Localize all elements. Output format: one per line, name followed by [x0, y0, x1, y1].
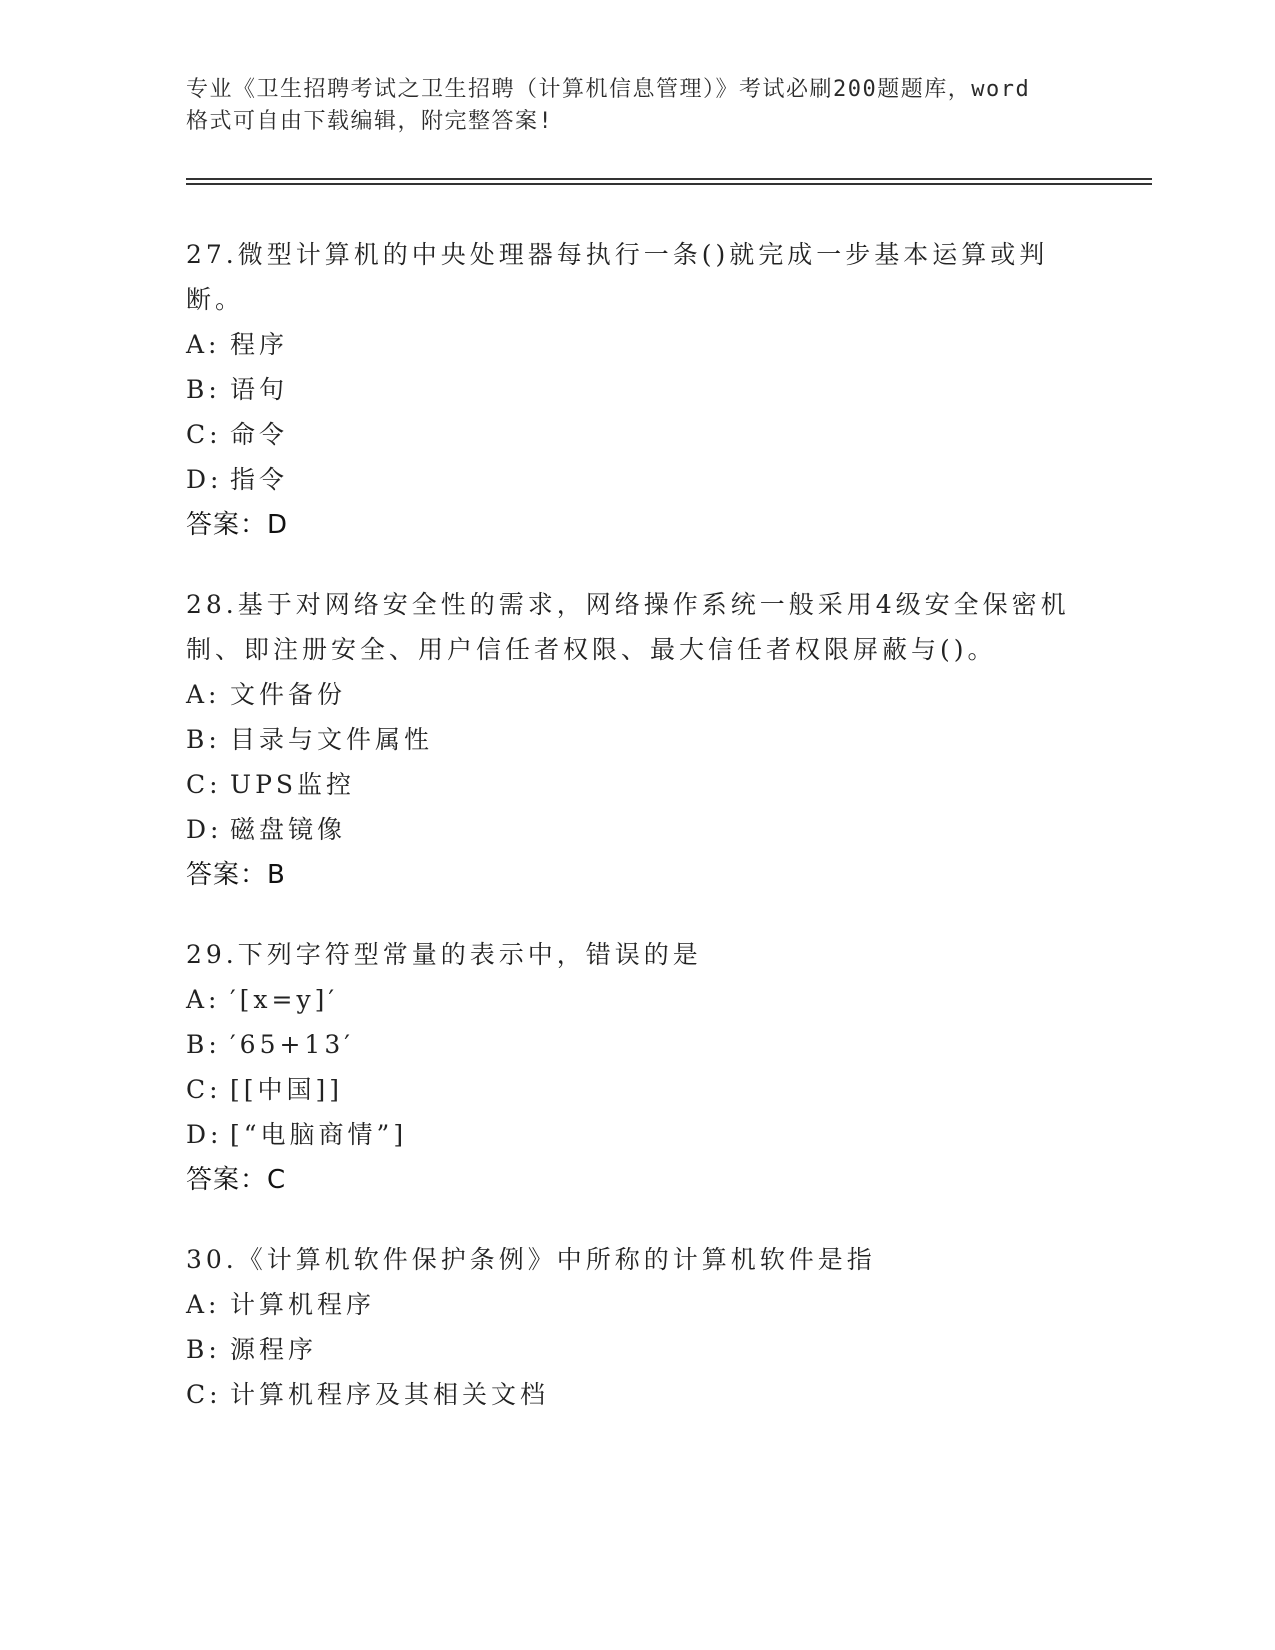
header-line-1: 专业《卫生招聘考试之卫生招聘（计算机信息管理）》考试必刷200题题库，word [186, 77, 1031, 102]
option-b [186, 367, 1086, 412]
header-divider-top [186, 178, 1152, 180]
option-letter: D: [186, 815, 223, 844]
question-text: 27.微型计算机的中央处理器每执行一条()就完成一步基本运算或判断。 [186, 240, 1049, 314]
option-text: 命令 [230, 420, 289, 449]
option-text: 目录与文件属性 [230, 725, 434, 754]
option-b [186, 1327, 1086, 1372]
question-text: 30.《计算机软件保护条例》中所称的计算机软件是指 [186, 1245, 876, 1274]
header-divider-bottom [186, 183, 1152, 185]
option-text: 磁盘镜像 [230, 815, 347, 844]
option-c [186, 412, 1086, 457]
option-b [186, 717, 1086, 762]
option-a [186, 977, 1086, 1022]
option-letter: A: [186, 985, 221, 1014]
option-letter: C: [186, 1075, 222, 1104]
option-a [186, 1282, 1086, 1327]
option-text: 文件备份 [230, 680, 347, 709]
option-text: 程序 [230, 330, 289, 359]
question-28 [186, 582, 1086, 898]
option-text: 计算机程序 [230, 1290, 376, 1319]
option-d [186, 1112, 1086, 1157]
header-line-2: 格式可自由下载编辑，附完整答案! [186, 109, 554, 134]
option-text: [“电脑商情”] [230, 1120, 408, 1149]
option-letter: B: [186, 375, 221, 404]
option-letter: B: [186, 1030, 221, 1059]
option-c [186, 1372, 1086, 1417]
option-letter: C: [186, 420, 222, 449]
option-letter: D: [186, 465, 223, 494]
option-d [186, 807, 1086, 852]
question-27 [186, 232, 1086, 548]
answer-text: 答案：D [186, 510, 289, 540]
option-letter: C: [186, 770, 222, 799]
option-letter: B: [186, 725, 221, 754]
answer-text: 答案：C [186, 1165, 287, 1195]
option-letter: A: [186, 680, 221, 709]
question-list [186, 232, 1086, 1451]
option-a [186, 672, 1086, 717]
option-letter: D: [186, 1120, 223, 1149]
question-30 [186, 1237, 1086, 1417]
question-text: 28.基于对网络安全性的需求，网络操作系统一般采用4级安全保密机制、即注册安全、用户信任者权限、最大信任者权限屏蔽与()。 [186, 590, 1070, 664]
option-text: ′65+13′ [230, 1030, 354, 1059]
option-text: 计算机程序及其相关文档 [230, 1380, 550, 1409]
option-text: ′[x=y]′ [230, 985, 339, 1014]
option-text: 源程序 [230, 1335, 318, 1364]
option-text: UPS监控 [230, 770, 356, 799]
option-letter: A: [186, 1290, 221, 1319]
option-letter: B: [186, 1335, 221, 1364]
question-text: 29.下列字符型常量的表示中，错误的是 [186, 940, 702, 969]
option-text: 指令 [230, 465, 289, 494]
question-29 [186, 932, 1086, 1203]
option-text: 语句 [230, 375, 289, 404]
option-letter: A: [186, 330, 221, 359]
document-header [186, 74, 1096, 138]
option-c [186, 762, 1086, 807]
option-b [186, 1022, 1086, 1067]
answer-text: 答案：B [186, 860, 286, 890]
option-d [186, 457, 1086, 502]
option-letter: C: [186, 1380, 222, 1409]
option-c [186, 1067, 1086, 1112]
option-a [186, 322, 1086, 367]
option-text: [[中国]] [230, 1075, 344, 1104]
